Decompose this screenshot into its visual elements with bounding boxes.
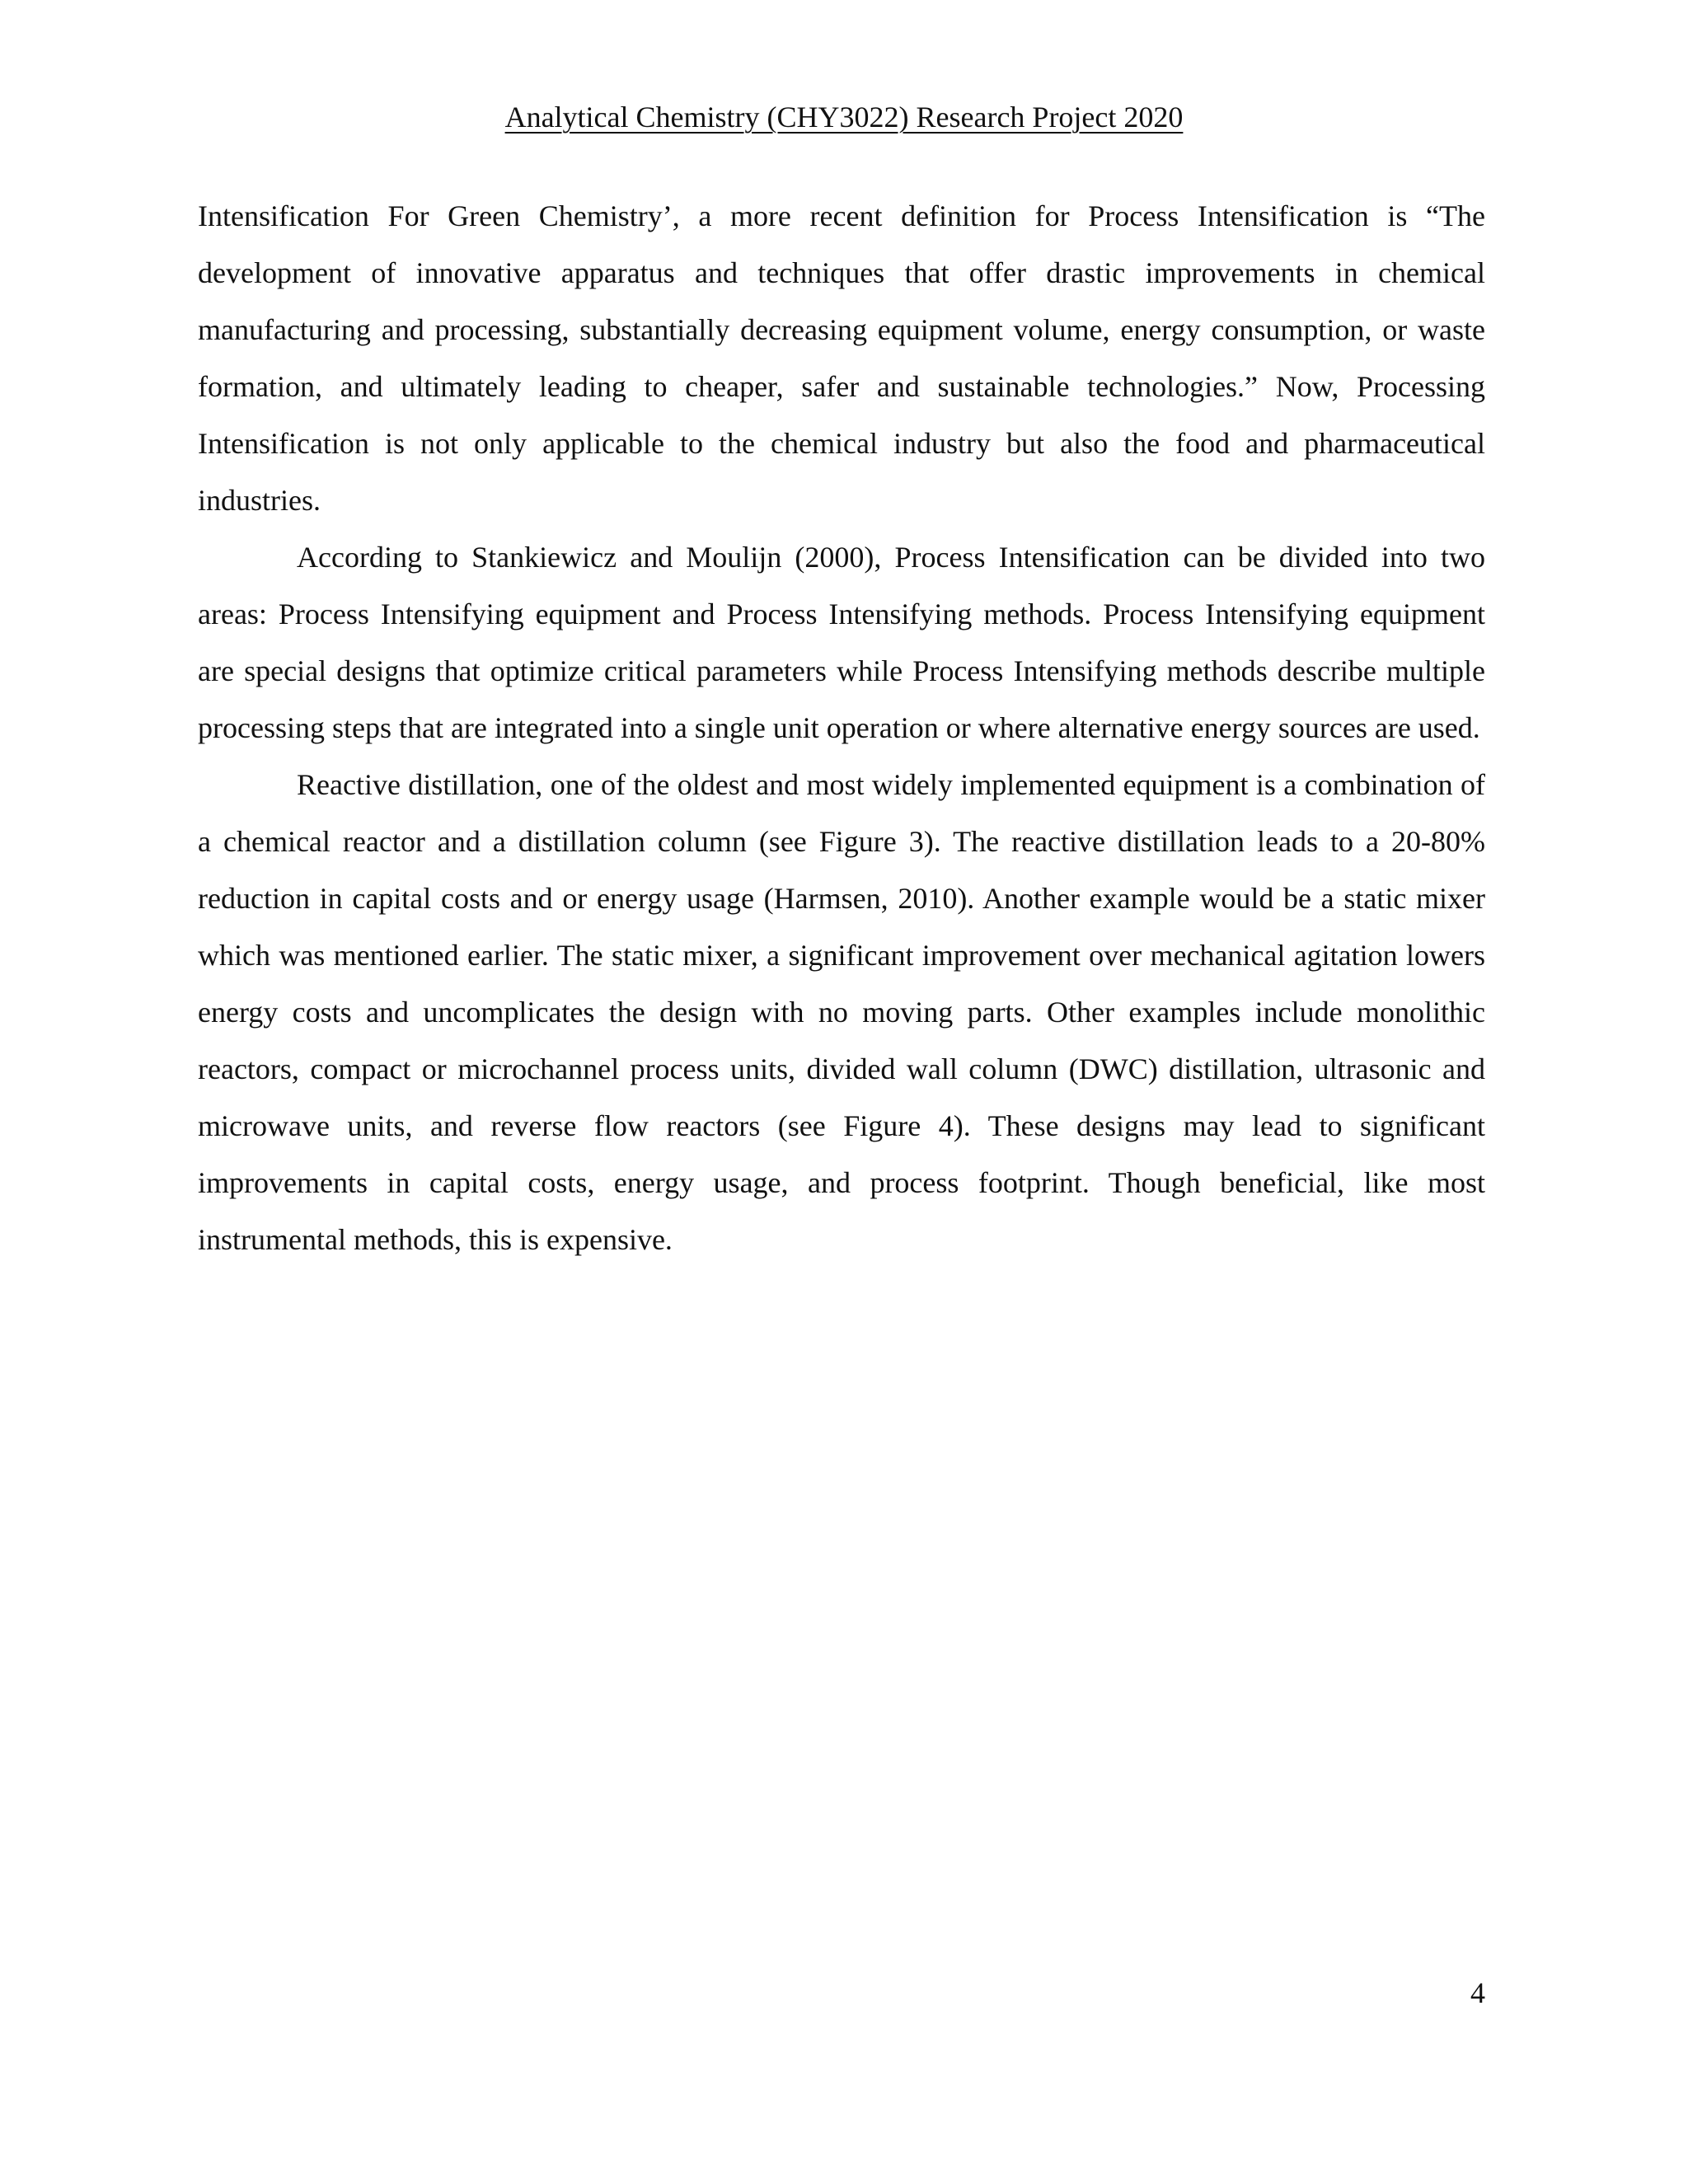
body-text <box>198 188 1485 1268</box>
running-header: Analytical Chemistry (CHY3022) Research Project 2020 <box>504 101 1184 134</box>
paragraph: According to Stankiewicz and Moulijn (2000), Process Intensification can be divided into two areas: Process Intensifying equipment and Process Intensifying methods. Process Intensifying equipment are special designs that optimize critical parameters while Process Intensifying methods describe multiple processing steps that are integrated into a single unit operation or where alternative energy sources are used. <box>198 541 1485 744</box>
paragraph: Reactive distillation, one of the oldest and most widely implemented equipment is a combination of a chemical reactor and a distillation column (see Figure 3). The reactive distillation leads to a 20-80% reduction in capital costs and or energy usage (Harmsen, 2010). Another example would be a static mixer which was mentioned earlier. The static mixer, a significant improvement over mechanical agitation lowers energy costs and uncomplicates the design with no moving parts. Other examples include monolithic reactors, compact or microchannel process units, divided wall column (DWC) distillation, ultrasonic and microwave units, and reverse flow reactors (see Figure 4). These designs may lead to significant improvements in capital costs, energy usage, and process footprint. Though beneficial, like most instrumental methods, this is expensive. <box>198 768 1485 1256</box>
page-number: 4 <box>1470 1976 1485 2009</box>
paragraph: Intensification For Green Chemistry’, a more recent definition for Process Intensification is “The development of innovative apparatus and techniques that offer drastic improvements in chemical manufacturing and processing, substantially decreasing equipment volume, energy consumption, or waste formation, and ultimately leading to cheaper, safer and sustainable technologies.” Now, Processing Intensification is not only applicable to the chemical industry but also the food and pharmaceutical industries. <box>198 199 1485 517</box>
